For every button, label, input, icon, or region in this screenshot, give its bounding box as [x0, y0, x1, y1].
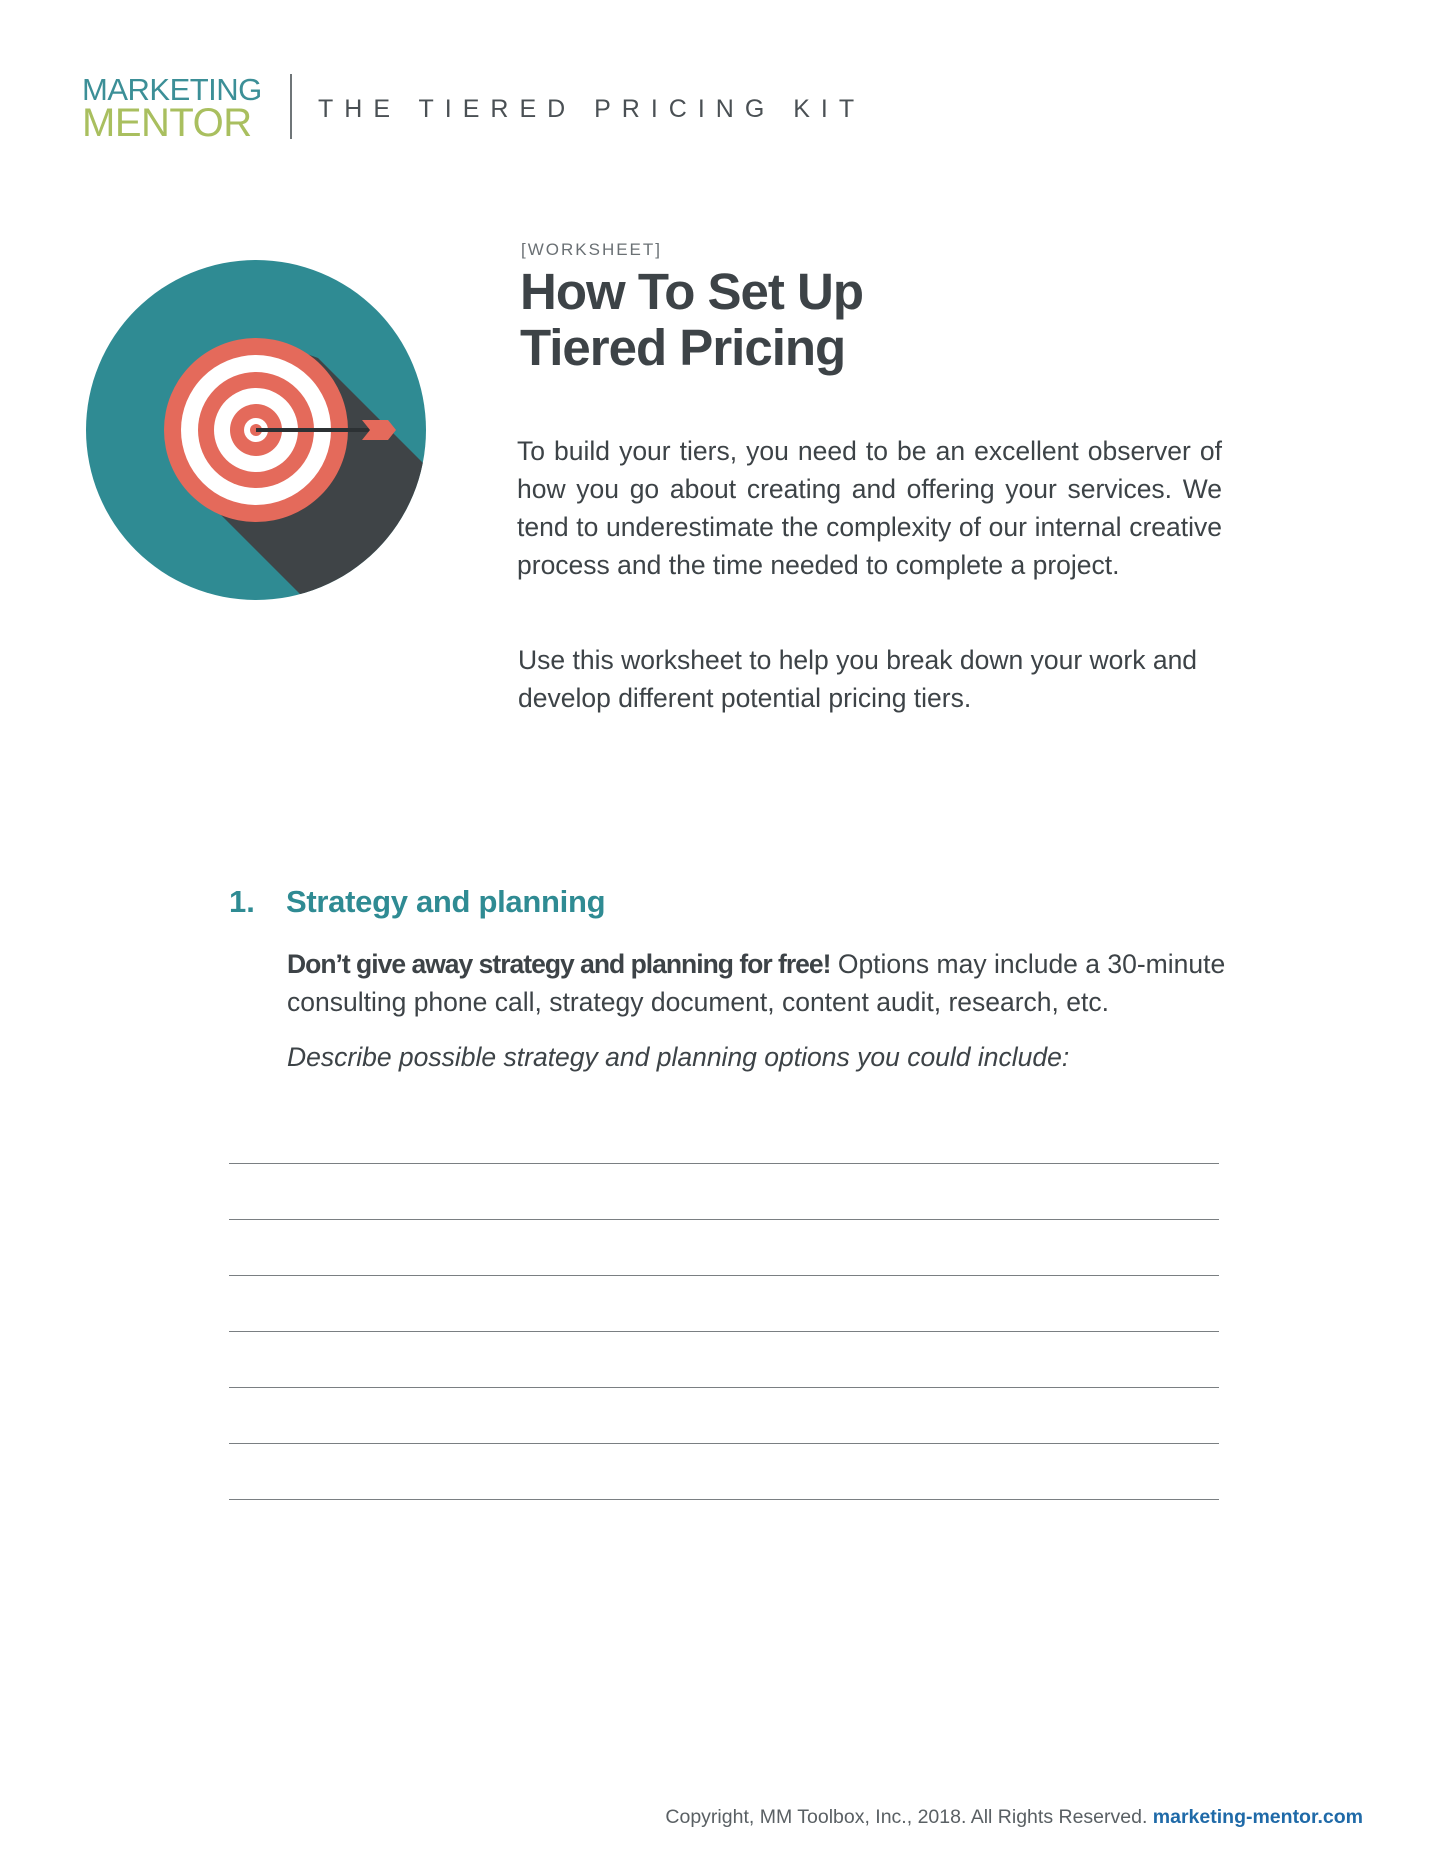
page-title-line-2: Tiered Pricing [520, 319, 846, 376]
footer-website-link[interactable]: marketing-mentor.com [1152, 1806, 1363, 1828]
page-title [520, 264, 863, 376]
answer-line[interactable] [229, 1220, 1219, 1276]
answer-line[interactable] [229, 1388, 1219, 1444]
logo-line-mentor: MENTOR [82, 101, 252, 145]
intro-paragraph-1: To build your tiers, you need to be an excellent observer of how you go about creating and offering your services. We tend to underestimate the complexity of our internal creative process and the time needed to complete a project. [517, 436, 1222, 580]
kit-title: THE TIERED PRICING KIT [318, 95, 866, 123]
answer-prompt: Describe possible strategy and planning options you could include: [287, 1042, 1070, 1072]
answer-line[interactable] [229, 1276, 1219, 1332]
section-title: Strategy and planning [286, 884, 606, 919]
intro-paragraph-2: Use this worksheet to help you break down your work and develop different potential pricing tiers. [518, 645, 1198, 713]
answer-line[interactable] [229, 1444, 1219, 1500]
page-title-line-1: How To Set Up [520, 263, 864, 320]
answer-lines [229, 1163, 1219, 1500]
logo-line-marketing: MARKETING [82, 72, 262, 107]
header-divider [290, 74, 292, 139]
section-body-emphasis: Don’t give away strategy and planning for free! [287, 949, 831, 979]
target-with-arrow-icon [86, 260, 426, 600]
section-body [287, 945, 1232, 1021]
section-number: 1. [229, 884, 255, 919]
marketing-mentor-logo [82, 74, 262, 143]
answer-line[interactable] [229, 1332, 1219, 1388]
worksheet-label: [WORKSHEET] [521, 240, 663, 259]
answer-line[interactable] [229, 1164, 1219, 1220]
footer-copyright: Copyright, MM Toolbox, Inc., 2018. All Rights Reserved. [665, 1806, 1153, 1828]
section-body-text: Options may include a 30-minute consulting phone call, strategy document, content audit, research, etc. [287, 949, 1226, 1017]
footer [665, 1806, 1363, 1829]
